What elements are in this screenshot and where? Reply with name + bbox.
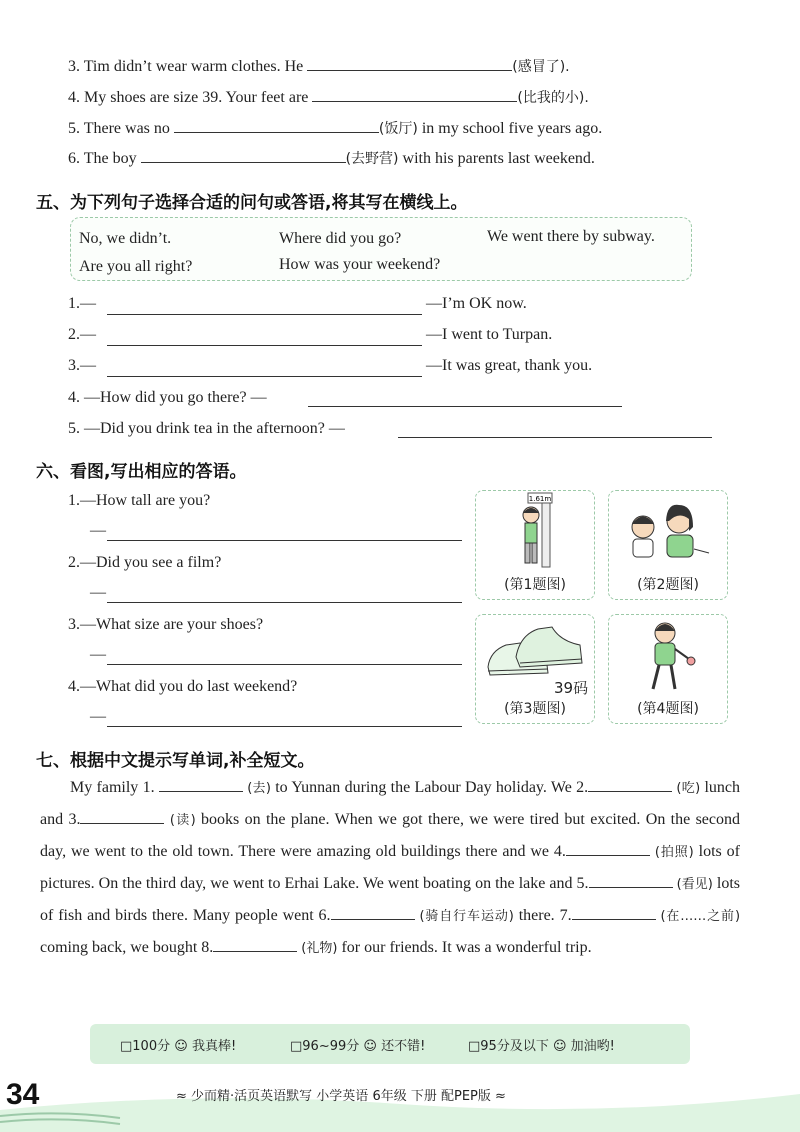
passage-hint: (拍照) bbox=[654, 845, 694, 860]
footer-text bbox=[176, 1085, 506, 1104]
passage-text: lunch and 3. bbox=[40, 779, 740, 828]
passage-blank-1[interactable] bbox=[159, 777, 243, 792]
reply: —I’m OK now. bbox=[426, 295, 527, 312]
height-label: 1.61m bbox=[528, 495, 552, 503]
score-label: □96~99分 bbox=[290, 1039, 360, 1054]
part6-item-1 bbox=[68, 492, 210, 510]
passage-hint: (在……之前) bbox=[660, 909, 741, 924]
passage-text: 7. bbox=[559, 907, 572, 924]
part5-item-1 bbox=[68, 295, 96, 313]
caption: (第2题图) bbox=[637, 577, 699, 593]
boy-height-illustration bbox=[476, 491, 594, 571]
section-title-5: 五、为下列句子选择合适的问句或答语,将其写在横线上。 bbox=[36, 193, 468, 213]
q-hint: (比我的小). bbox=[517, 90, 589, 106]
q-number: 3. bbox=[68, 58, 80, 75]
q-number: 2. bbox=[68, 554, 80, 571]
smile-icon: ☺ bbox=[174, 1039, 188, 1054]
passage-blank-4[interactable] bbox=[566, 841, 650, 856]
part4-q6 bbox=[68, 148, 595, 168]
caption: (第4题图) bbox=[637, 701, 699, 717]
score-comment: 加油哟! bbox=[570, 1039, 615, 1054]
passage-text: 2. bbox=[576, 779, 589, 796]
smile-icon: ☺ bbox=[363, 1039, 377, 1054]
part5-item-5 bbox=[68, 420, 345, 438]
passage-text: for our friends. It was a wonderful trip. bbox=[341, 939, 592, 956]
q-text: —Did you see a film? bbox=[80, 554, 222, 571]
dash: — bbox=[328, 420, 345, 437]
q-text-after: with his parents last weekend. bbox=[402, 150, 595, 167]
answer-blank[interactable] bbox=[307, 56, 512, 71]
page-number: 34 bbox=[6, 1078, 40, 1111]
answer-line[interactable] bbox=[107, 726, 462, 727]
dash: — bbox=[80, 357, 96, 374]
q-number: 4. bbox=[68, 389, 80, 406]
passage-blank-8[interactable] bbox=[213, 937, 297, 952]
footer-label: 少而精·活页英语默写 小学英语 6年级 下册 配PEP版 bbox=[191, 1089, 491, 1104]
score-option-96[interactable] bbox=[290, 1035, 425, 1054]
score-label: □95分及以下 bbox=[468, 1039, 549, 1054]
answer-line[interactable] bbox=[107, 664, 462, 665]
q-number: 4. bbox=[68, 678, 80, 695]
part6-item-3 bbox=[68, 616, 263, 634]
boy-playing-illustration bbox=[609, 615, 727, 695]
option: How was your weekend? bbox=[279, 256, 441, 273]
passage-blank-5[interactable] bbox=[589, 873, 673, 888]
q-text: —Did you drink tea in the afternoon? bbox=[84, 420, 325, 437]
reply: —It was great, thank you. bbox=[426, 357, 593, 374]
q-text: —How did you go there? bbox=[84, 389, 247, 406]
answer-line[interactable] bbox=[107, 376, 422, 377]
option: Where did you go? bbox=[279, 230, 402, 247]
passage-hint: (去) bbox=[247, 781, 271, 796]
answer-blank[interactable] bbox=[141, 148, 346, 163]
picture-4 bbox=[608, 614, 728, 724]
dash: — bbox=[90, 708, 106, 725]
passage-text: lots of pictures. On the third day, we went to Erhai Lake. We went boating on the lake and 5. bbox=[40, 843, 741, 892]
q-number: 3. bbox=[68, 357, 80, 374]
part4-q4 bbox=[68, 87, 589, 107]
picture-1 bbox=[475, 490, 595, 600]
passage-blank-7[interactable] bbox=[572, 905, 656, 920]
passage-blank-3[interactable] bbox=[80, 809, 164, 824]
word-bank-box bbox=[70, 217, 692, 281]
q-hint: (去野营) bbox=[345, 151, 399, 167]
caption: (第1题图) bbox=[504, 577, 566, 593]
q-hint: (饭厅) bbox=[378, 121, 418, 137]
dash: — bbox=[250, 389, 267, 406]
q-number: 3. bbox=[68, 616, 80, 633]
answer-line[interactable] bbox=[107, 314, 422, 315]
dash: — bbox=[90, 522, 106, 539]
score-option-100[interactable] bbox=[120, 1035, 236, 1054]
score-option-95[interactable] bbox=[468, 1035, 615, 1054]
answer-line[interactable] bbox=[308, 406, 622, 407]
q-text: The boy bbox=[83, 150, 137, 167]
shoe-size-label: 39码 bbox=[554, 679, 589, 697]
q-number: 4. bbox=[68, 89, 80, 106]
passage-text: books on the plane. When we got there, we were tired but excited. On the second day, we went to the old town. There were amazing old buildings there and we 4. bbox=[40, 811, 741, 860]
part5-item-4 bbox=[68, 389, 267, 407]
dash: — bbox=[90, 646, 106, 663]
part4-q3 bbox=[68, 56, 570, 76]
picture-3 bbox=[475, 614, 595, 724]
answer-line[interactable] bbox=[107, 540, 462, 541]
passage-text: there. bbox=[518, 907, 555, 924]
answer-line[interactable] bbox=[107, 602, 462, 603]
wave-icon: ≈ bbox=[495, 1089, 506, 1104]
passage-blank-6[interactable] bbox=[331, 905, 415, 920]
score-comment: 还不错! bbox=[381, 1039, 426, 1054]
answer-line[interactable] bbox=[398, 437, 712, 438]
passage bbox=[40, 772, 740, 964]
q-text: —What did you do last weekend? bbox=[80, 678, 298, 695]
q-number: 5. bbox=[68, 120, 80, 137]
wave-icon: ≈ bbox=[176, 1089, 187, 1104]
score-comment: 我真棒! bbox=[191, 1039, 237, 1054]
option: We went there by subway. bbox=[487, 228, 655, 245]
part5-item-2 bbox=[68, 326, 96, 344]
q-number: 5. bbox=[68, 420, 80, 437]
section-title-7: 七、根据中文提示写单词,补全短文。 bbox=[36, 751, 315, 771]
passage-hint: (吃) bbox=[676, 781, 701, 796]
dash: — bbox=[80, 295, 96, 312]
passage-hint: (读) bbox=[169, 813, 196, 828]
q-hint: (感冒了). bbox=[512, 59, 570, 75]
passage-text: lots of fish and birds there. Many people went 6. bbox=[40, 875, 741, 924]
caption: (第3题图) bbox=[504, 701, 566, 717]
answer-blank[interactable] bbox=[312, 87, 517, 102]
q-text: —What size are your shoes? bbox=[80, 616, 264, 633]
passage-blank-2[interactable] bbox=[588, 777, 672, 792]
option: Are you all right? bbox=[79, 258, 193, 275]
passage-hint: (看见) bbox=[676, 877, 713, 892]
q-text: —How tall are you? bbox=[80, 492, 211, 509]
q-text: There was no bbox=[83, 120, 170, 137]
option: No, we didn’t. bbox=[79, 230, 172, 247]
answer-blank[interactable] bbox=[174, 118, 379, 133]
score-label: □100分 bbox=[120, 1039, 171, 1054]
passage-hint: (礼物) bbox=[301, 941, 338, 956]
smile-icon: ☺ bbox=[552, 1039, 567, 1054]
part6-item-4 bbox=[68, 678, 297, 696]
self-score-bar bbox=[90, 1024, 690, 1064]
q-text: Tim didn’t wear warm clothes. He bbox=[83, 58, 304, 75]
passage-text: to Yunnan during the Labour Day holiday. We bbox=[275, 779, 572, 796]
reply: —I went to Turpan. bbox=[426, 326, 553, 343]
dash: — bbox=[90, 584, 106, 601]
part5-item-3 bbox=[68, 357, 96, 375]
passage-text: My family 1. bbox=[70, 779, 155, 796]
answer-line[interactable] bbox=[107, 345, 422, 346]
part6-item-2 bbox=[68, 554, 221, 572]
q-number: 2. bbox=[68, 326, 80, 343]
passage-text: coming back, we bought 8. bbox=[40, 939, 214, 956]
passage-hint: (骑自行车运动) bbox=[419, 909, 514, 924]
dash: — bbox=[80, 326, 96, 343]
section-title-6: 六、看图,写出相应的答语。 bbox=[36, 462, 247, 482]
q-text: My shoes are size 39. Your feet are bbox=[84, 89, 309, 106]
q-text-after: in my school five years ago. bbox=[421, 120, 603, 137]
children-illustration bbox=[609, 491, 727, 571]
part4-q5 bbox=[68, 118, 602, 138]
q-number: 1. bbox=[68, 492, 80, 509]
picture-2 bbox=[608, 490, 728, 600]
q-number: 6. bbox=[68, 150, 80, 167]
q-number: 1. bbox=[68, 295, 80, 312]
